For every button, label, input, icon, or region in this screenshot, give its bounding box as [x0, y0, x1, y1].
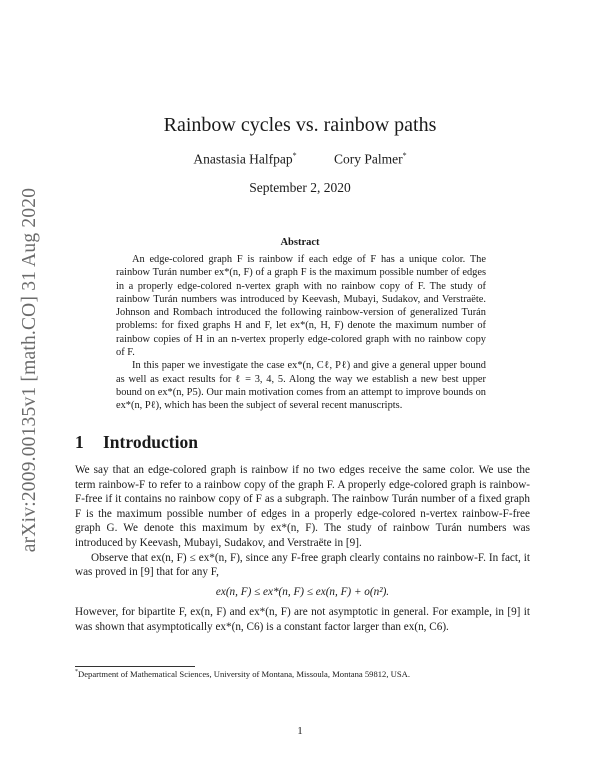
- author-list: [0, 151, 600, 168]
- author-2-name: Cory Palmer: [334, 151, 403, 167]
- author-1-name: Anastasia Halfpap: [193, 151, 293, 167]
- author-1: [193, 151, 296, 168]
- body-paragraph-1: We say that an edge-colored graph is rainbow if no two edges receive the same color. We use the term rainbow-F to refer to a rainbow copy of the graph F. A properly edge-colored graph is rainbow-F-free if it contains no rainbow copy of F as a subgraph. The rainbow Turán number of a fixed graph F is the maximum possible number of edges in a properly edge-colored n-vertex rainbow-F-free graph G. We denote this maximum by ex*(n, F). The study of rainbow Turán numbers was introduced by Keevash, Mubayi, Sudakov, and Verstraëte in [9].: [75, 464, 530, 549]
- abstract-paragraph-1: An edge-colored graph F is rainbow if each edge of F has a unique color. The rainbow Turán number ex*(n, F) of a graph F is the maximum possible number of edges in a properly edge-colored n-vertex graph with no rainbow copy of F. The study of rainbow Turán numbers was introduced by Keevash, Mubayi, Sudakov, and Verstraëte. Johnson and Rombach introduced the following rainbow-version of generalized Turán problems: for fixed graphs H and F, let ex*(n, H, F) denote the maximum number of rainbow copies of H in an n-vertex properly edge-colored graph with no rainbow copy of F.: [116, 254, 486, 359]
- abstract-paragraph-2: In this paper we investigate the case ex*(n, Cℓ, Pℓ) and give a general upper bound as well as exact results for ℓ = 3, 4, 5. Along the way we establish a new best upper bound on ex*(n, P5). Our main motivation comes from an attempt to improve bounds on ex*(n, Pℓ), which has been the subject of several recent manuscripts.: [116, 360, 486, 412]
- arxiv-identifier-text: arXiv:2009.00135v1 [math.CO] 31 Aug 2020: [19, 187, 40, 553]
- body-paragraph-2: Observe that ex(n, F) ≤ ex*(n, F), since any F-free graph clearly contains no rainbow-F. In fact, it was proved in [9] that for any F,: [75, 551, 530, 579]
- footnote: [75, 669, 530, 679]
- abstract-body: [116, 253, 486, 413]
- introduction-body: [75, 463, 530, 635]
- footnote-rule: [75, 666, 195, 667]
- display-equation: ex(n, F) ≤ ex*(n, F) ≤ ex(n, F) + o(n²).: [215, 585, 390, 598]
- abstract-heading: Abstract: [280, 237, 320, 248]
- author-2: [334, 151, 407, 168]
- section-title: Introduction: [103, 432, 198, 452]
- footnote-text: Department of Mathematical Sciences, University of Montana, Missoula, Montana 59812, USA.: [78, 669, 410, 679]
- body-paragraph-3: However, for bipartite F, ex(n, F) and ex*(n, F) are not asymptotic in general. For example, in [9] it was shown that asymptotically ex*(n, C6) is a constant factor larger than ex(n, C6).: [75, 606, 530, 633]
- author-2-mark: *: [402, 151, 407, 160]
- paper-title: Rainbow cycles vs. rainbow paths: [163, 114, 437, 136]
- section-number: 1: [75, 432, 84, 452]
- author-1-mark: *: [292, 151, 297, 160]
- arxiv-identifier: [12, 170, 48, 570]
- section-heading: [75, 432, 198, 453]
- paper-date: September 2, 2020: [249, 180, 351, 195]
- footnote-mark: *: [75, 669, 78, 676]
- page-number: 1: [297, 725, 303, 737]
